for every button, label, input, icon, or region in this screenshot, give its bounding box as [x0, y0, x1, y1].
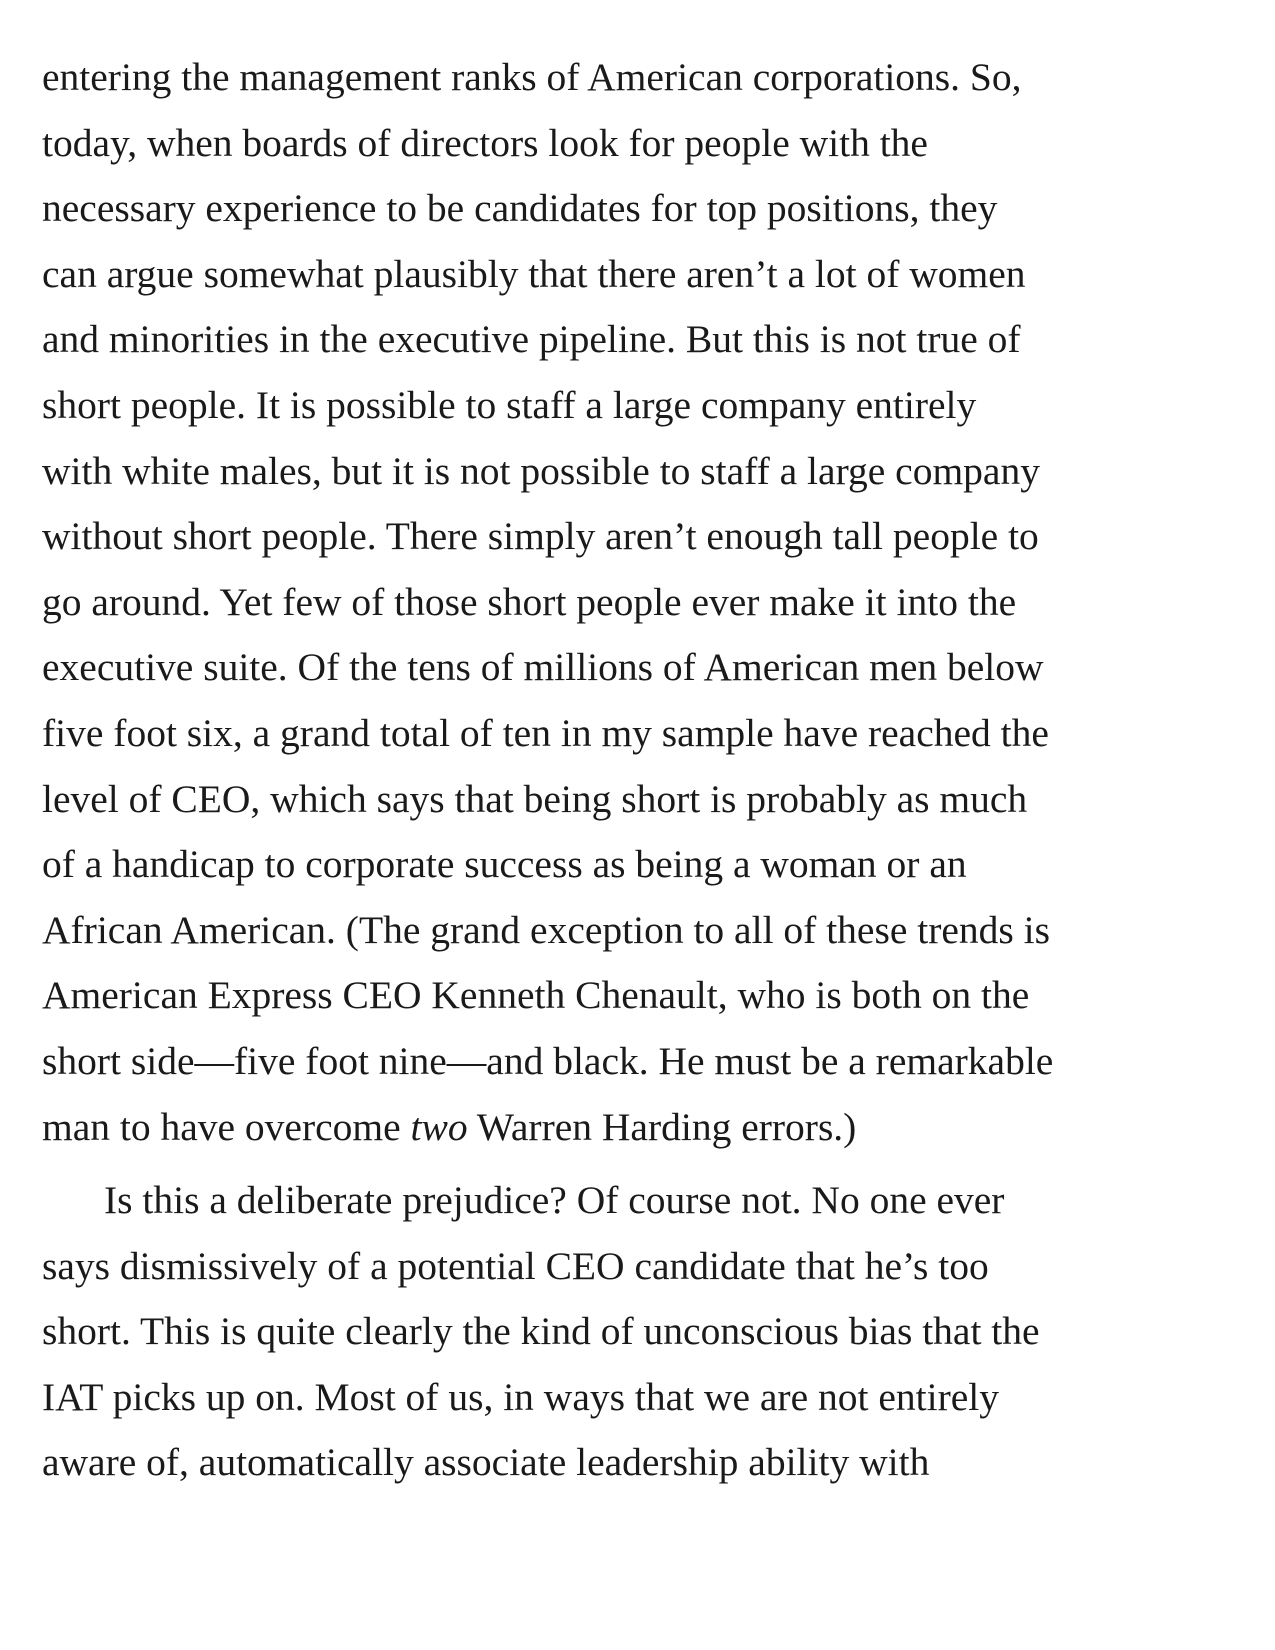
- text-line-indented: Is this a deliberate prejudice? Of course not. No one ever: [104, 1178, 1005, 1223]
- text-line: without short people. There simply aren’t enough tall people to: [42, 514, 1039, 559]
- text-line: entering the management ranks of American corporations. So,: [42, 55, 1022, 99]
- text-run: man to have overcome: [42, 1104, 411, 1149]
- text-line: American Express CEO Kenneth Chenault, who is both on the: [42, 973, 1030, 1018]
- text-line: of a handicap to corporate success as being a woman or an: [42, 842, 967, 887]
- book-page: [42, 45, 1262, 1496]
- paragraph-1: [42, 45, 1262, 1160]
- text-line: necessary experience to be candidates for top positions, they: [42, 186, 998, 231]
- text-run: Warren Harding errors.): [467, 1104, 857, 1149]
- text-line: African American. (The grand exception to all of these trends is: [42, 907, 1050, 952]
- emphasized-word: two: [410, 1104, 468, 1149]
- text-line: short side—five foot nine—and black. He must be a remarkable: [42, 1038, 1054, 1083]
- text-line: can argue somewhat plausibly that there aren’t a lot of women: [42, 251, 1026, 296]
- text-line: with white males, but it is not possible to staff a large company: [42, 448, 1040, 493]
- text-line: aware of, automatically associate leadership ability with: [42, 1440, 930, 1485]
- text-line: executive suite. Of the tens of millions of American men below: [42, 645, 1044, 690]
- paragraph-spacer: [42, 1160, 1262, 1168]
- text-line-last: [42, 1095, 1262, 1161]
- text-line: short people. It is possible to staff a large company entirely: [42, 382, 977, 427]
- text-line: level of CEO, which says that being short is probably as much: [42, 776, 1028, 821]
- text-line: today, when boards of directors look for people with the: [42, 120, 928, 165]
- paragraph-2: [42, 1168, 1262, 1496]
- text-line: IAT picks up on. Most of us, in ways that we are not entirely: [42, 1374, 999, 1419]
- text-line: says dismissively of a potential CEO candidate that he’s too: [42, 1243, 989, 1288]
- text-line: five foot six, a grand total of ten in my sample have reached the: [42, 710, 1049, 755]
- text-line: go around. Yet few of those short people ever make it into the: [42, 579, 1017, 624]
- text-line: and minorities in the executive pipeline. But this is not true of: [42, 317, 1021, 362]
- text-line: short. This is quite clearly the kind of unconscious bias that the: [42, 1309, 1040, 1354]
